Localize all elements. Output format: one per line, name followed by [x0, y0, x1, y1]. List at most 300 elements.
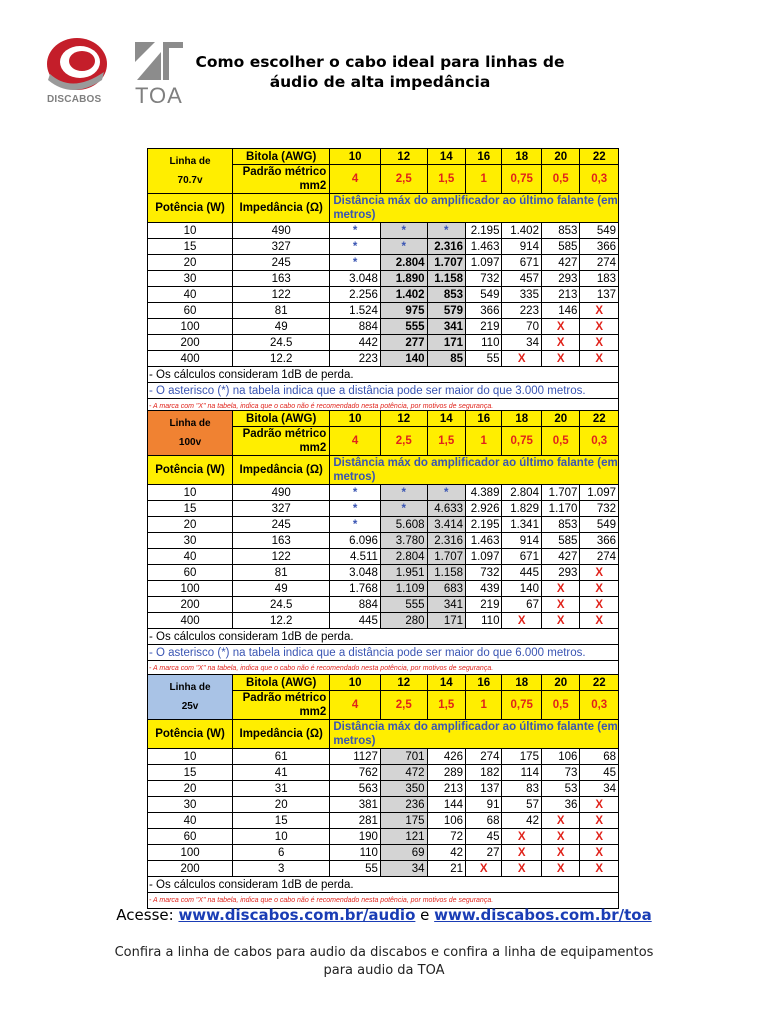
distance-cell: 121: [380, 829, 427, 845]
distance-cell: 914: [502, 533, 542, 549]
distance-cell: 549: [466, 287, 502, 303]
power-cell: 40: [148, 549, 233, 565]
distance-cell: 1.463: [466, 533, 502, 549]
impedance-cell: 163: [233, 533, 330, 549]
bitola-label: Bitola (AWG): [233, 149, 330, 165]
distance-cell: 457: [502, 271, 542, 287]
bitola-label: Bitola (AWG): [233, 411, 330, 427]
line-label: Linha de: [169, 418, 211, 429]
distance-cell: 350: [380, 781, 427, 797]
distance-cell: 1.890: [380, 271, 427, 287]
distance-cell: X: [580, 319, 619, 335]
distance-cell: 732: [580, 501, 619, 517]
distance-cell: 1.097: [580, 485, 619, 501]
impedance-cell: 24.5: [233, 597, 330, 613]
impedance-cell: 490: [233, 223, 330, 239]
distance-cell: X: [541, 335, 579, 351]
mm2-value: 1: [466, 165, 502, 194]
power-cell: 60: [148, 303, 233, 319]
distance-cell: 1127: [330, 749, 381, 765]
distancia-header: Distância máx do amplificador ao último falante (em metros): [330, 194, 619, 223]
distance-cell: 341: [427, 597, 465, 613]
padrao-metrico-label: [233, 427, 330, 456]
mm2-value: 0,75: [502, 427, 542, 456]
table-row: [148, 319, 619, 335]
power-cell: 60: [148, 829, 233, 845]
distance-cell: 53: [541, 781, 579, 797]
table-row: [148, 533, 619, 549]
cable-table-2: [147, 410, 619, 677]
line-voltage: 100v: [178, 437, 202, 448]
distance-cell: 236: [380, 797, 427, 813]
distance-cell: X: [502, 829, 542, 845]
table-row: [148, 813, 619, 829]
potencia-header: Potência (W): [148, 194, 233, 223]
power-cell: 30: [148, 797, 233, 813]
mm2-value: 0,75: [502, 165, 542, 194]
distance-cell: 1.158: [427, 271, 465, 287]
distance-cell: 114: [502, 765, 542, 781]
impedance-cell: 122: [233, 287, 330, 303]
potencia-header: Potência (W): [148, 720, 233, 749]
distance-cell: 445: [330, 613, 381, 629]
table-row: [148, 351, 619, 367]
distance-cell: 701: [380, 749, 427, 765]
distance-cell: 2.316: [427, 239, 465, 255]
distance-cell: X: [580, 829, 619, 845]
table-row: [148, 749, 619, 765]
awg-value: 10: [330, 149, 381, 165]
distance-cell: X: [541, 351, 579, 367]
table-row: [148, 613, 619, 629]
impedance-cell: 49: [233, 319, 330, 335]
distance-cell: 1.097: [466, 255, 502, 271]
table-row: [148, 549, 619, 565]
mm2-value: 1: [466, 691, 502, 720]
distance-cell: 21: [427, 861, 465, 877]
impedance-cell: 31: [233, 781, 330, 797]
distance-cell: 381: [330, 797, 381, 813]
impedance-cell: 81: [233, 565, 330, 581]
distance-cell: 442: [330, 335, 381, 351]
distance-cell: 280: [380, 613, 427, 629]
distance-cell: 3.048: [330, 271, 381, 287]
distance-cell: 34: [502, 335, 542, 351]
distance-cell: 2.804: [380, 255, 427, 271]
power-cell: 100: [148, 845, 233, 861]
potencia-header: Potência (W): [148, 456, 233, 485]
impedance-cell: 49: [233, 581, 330, 597]
toa-logo-text: TOA: [135, 83, 183, 108]
distance-cell: 732: [466, 565, 502, 581]
distance-cell: 427: [541, 255, 579, 271]
distance-cell: 106: [427, 813, 465, 829]
distance-cell: X: [580, 303, 619, 319]
power-cell: 400: [148, 613, 233, 629]
distance-cell: 293: [541, 565, 579, 581]
impedance-cell: 490: [233, 485, 330, 501]
line-label: Linha de: [169, 156, 211, 167]
distance-cell: 57: [502, 797, 542, 813]
distancia-header: Distância máx do amplificador ao último falante (em metros): [330, 456, 619, 485]
distance-cell: 55: [330, 861, 381, 877]
distance-cell: X: [580, 797, 619, 813]
mm2-value: 2,5: [380, 691, 427, 720]
line-voltage: 70.7v: [177, 175, 203, 186]
distance-cell: 426: [427, 749, 465, 765]
distance-cell: 4.389: [466, 485, 502, 501]
impedance-cell: 81: [233, 303, 330, 319]
title-line-2: áudio de alta impedância: [269, 73, 491, 91]
power-cell: 40: [148, 287, 233, 303]
impedancia-header: Impedância (Ω): [233, 720, 330, 749]
power-cell: 10: [148, 485, 233, 501]
cable-table-1: [147, 148, 619, 415]
distance-cell: 579: [427, 303, 465, 319]
distance-cell: 190: [330, 829, 381, 845]
table-row: [148, 517, 619, 533]
access-line: [0, 906, 768, 924]
distance-cell: 45: [466, 829, 502, 845]
table-row: [148, 239, 619, 255]
distance-cell: 175: [502, 749, 542, 765]
impedance-cell: 6: [233, 845, 330, 861]
awg-value: 20: [541, 411, 579, 427]
table-note: - Os cálculos consideram 1dB de perda.: [148, 877, 619, 893]
table-row: [148, 485, 619, 501]
distance-cell: 171: [427, 613, 465, 629]
distance-cell: 137: [466, 781, 502, 797]
distance-cell: *: [330, 239, 381, 255]
distance-cell: 1.524: [330, 303, 381, 319]
distance-cell: 884: [330, 597, 381, 613]
distance-cell: 3.414: [427, 517, 465, 533]
distance-cell: 853: [427, 287, 465, 303]
awg-value: 16: [466, 411, 502, 427]
distance-cell: 223: [330, 351, 381, 367]
distance-cell: 366: [466, 303, 502, 319]
distance-cell: X: [541, 597, 579, 613]
table-note: - O asterisco (*) na tabela indica que a distância pode ser maior do que 3.000 metros.: [148, 383, 619, 399]
distance-cell: X: [541, 861, 579, 877]
distance-cell: 853: [541, 517, 579, 533]
distance-cell: 27: [466, 845, 502, 861]
power-cell: 10: [148, 223, 233, 239]
distance-cell: *: [330, 223, 381, 239]
distance-cell: 42: [502, 813, 542, 829]
distance-cell: *: [427, 223, 465, 239]
table-note: - A marca com "X" na tabela, indica que o cabo não é recomendado nesta potência, por motivos de segurança.: [148, 661, 619, 677]
distance-cell: *: [330, 255, 381, 271]
padrao-metrico-label: [233, 165, 330, 194]
distance-cell: 106: [541, 749, 579, 765]
distance-cell: 213: [427, 781, 465, 797]
impedance-cell: 122: [233, 549, 330, 565]
distance-cell: *: [330, 485, 381, 501]
distance-cell: 2.316: [427, 533, 465, 549]
impedancia-header: Impedância (Ω): [233, 456, 330, 485]
distance-cell: *: [330, 517, 381, 533]
mm2-value: 4: [330, 427, 381, 456]
awg-value: 18: [502, 149, 542, 165]
distance-cell: 4.633: [427, 501, 465, 517]
power-cell: 400: [148, 351, 233, 367]
distance-cell: X: [502, 613, 542, 629]
mm2-value: 1,5: [427, 691, 465, 720]
distance-cell: 219: [466, 597, 502, 613]
line-label: Linha de: [169, 682, 211, 693]
mm2-value: 1,5: [427, 165, 465, 194]
distance-cell: 85: [427, 351, 465, 367]
impedance-cell: 327: [233, 239, 330, 255]
table-row: [148, 335, 619, 351]
distance-cell: 1.158: [427, 565, 465, 581]
distance-cell: X: [502, 845, 542, 861]
power-cell: 20: [148, 517, 233, 533]
line-voltage: 25v: [181, 701, 199, 712]
distance-cell: 42: [427, 845, 465, 861]
impedance-cell: 163: [233, 271, 330, 287]
distance-cell: X: [580, 813, 619, 829]
power-cell: 200: [148, 597, 233, 613]
page-title: [190, 52, 570, 92]
mm2-value: 0,5: [541, 165, 579, 194]
distance-cell: X: [541, 813, 579, 829]
awg-value: 12: [380, 149, 427, 165]
awg-value: 14: [427, 149, 465, 165]
table-note: - Os cálculos consideram 1dB de perda.: [148, 629, 619, 645]
distance-cell: 2.804: [502, 485, 542, 501]
distance-cell: *: [427, 485, 465, 501]
distance-cell: 68: [466, 813, 502, 829]
footer-line-1: Confira a linha de cabos para audio da discabos e confira a linha de equipamentos: [114, 945, 654, 960]
distance-cell: 1.402: [502, 223, 542, 239]
distance-cell: 585: [541, 239, 579, 255]
distance-cell: 1.707: [427, 549, 465, 565]
distance-cell: 1.463: [466, 239, 502, 255]
distance-cell: 3.048: [330, 565, 381, 581]
awg-value: 12: [380, 675, 427, 691]
distance-cell: 171: [427, 335, 465, 351]
distance-cell: 68: [580, 749, 619, 765]
distance-cell: X: [580, 613, 619, 629]
impedance-cell: 41: [233, 765, 330, 781]
link-discabos-audio[interactable]: www.discabos.com.br/audio: [178, 906, 416, 924]
distance-cell: 277: [380, 335, 427, 351]
impedance-cell: 24.5: [233, 335, 330, 351]
distance-cell: 366: [580, 533, 619, 549]
impedance-cell: 20: [233, 797, 330, 813]
distance-cell: 914: [502, 239, 542, 255]
mm2-value: 0,3: [580, 427, 619, 456]
access-conj: e: [415, 906, 435, 924]
impedance-cell: 10: [233, 829, 330, 845]
distance-cell: *: [380, 501, 427, 517]
discabos-logo-text: DISCABOS: [47, 94, 102, 105]
link-discabos-toa[interactable]: www.discabos.com.br/toa: [434, 906, 652, 924]
table-note: - Os cálculos consideram 1dB de perda.: [148, 367, 619, 383]
toa-logo: [133, 40, 185, 84]
distance-cell: 34: [580, 781, 619, 797]
mm2-value: 2,5: [380, 427, 427, 456]
padrao-text: Padrão métrico: [242, 166, 327, 178]
awg-value: 14: [427, 675, 465, 691]
mm2-value: 0,3: [580, 691, 619, 720]
distance-cell: 45: [580, 765, 619, 781]
awg-value: 12: [380, 411, 427, 427]
awg-value: 10: [330, 675, 381, 691]
distance-cell: 549: [580, 223, 619, 239]
table-row: [148, 287, 619, 303]
awg-value: 22: [580, 149, 619, 165]
mm2-value: 2,5: [380, 165, 427, 194]
distance-cell: X: [502, 861, 542, 877]
distance-cell: 4.511: [330, 549, 381, 565]
distance-cell: 34: [380, 861, 427, 877]
impedance-cell: 327: [233, 501, 330, 517]
table-row: [148, 501, 619, 517]
distance-cell: X: [541, 829, 579, 845]
distance-cell: 36: [541, 797, 579, 813]
distance-cell: 144: [427, 797, 465, 813]
awg-value: 16: [466, 149, 502, 165]
table-row: [148, 845, 619, 861]
impedance-cell: 12.2: [233, 351, 330, 367]
distance-cell: 549: [580, 517, 619, 533]
distance-cell: X: [580, 581, 619, 597]
impedance-cell: 3: [233, 861, 330, 877]
distance-cell: 83: [502, 781, 542, 797]
awg-value: 18: [502, 675, 542, 691]
distance-cell: X: [580, 335, 619, 351]
distance-cell: X: [580, 861, 619, 877]
distance-cell: 683: [427, 581, 465, 597]
line-voltage-label: [148, 675, 233, 720]
distance-cell: X: [541, 845, 579, 861]
power-cell: 30: [148, 533, 233, 549]
power-cell: 100: [148, 319, 233, 335]
table-row: [148, 223, 619, 239]
awg-value: 22: [580, 675, 619, 691]
distance-cell: 2.256: [330, 287, 381, 303]
table-row: [148, 597, 619, 613]
mm2-value: 4: [330, 691, 381, 720]
mm2-unit: mm2: [299, 706, 327, 718]
distance-cell: 137: [580, 287, 619, 303]
distance-cell: 55: [466, 351, 502, 367]
distance-cell: 140: [380, 351, 427, 367]
distance-cell: X: [541, 319, 579, 335]
awg-value: 22: [580, 411, 619, 427]
distance-cell: 1.109: [380, 581, 427, 597]
distance-cell: 427: [541, 549, 579, 565]
distance-cell: 67: [502, 597, 542, 613]
distance-cell: 671: [502, 255, 542, 271]
mm2-value: 1,5: [427, 427, 465, 456]
power-cell: 10: [148, 749, 233, 765]
distance-cell: 1.707: [427, 255, 465, 271]
power-cell: 20: [148, 781, 233, 797]
table-row: [148, 765, 619, 781]
power-cell: 200: [148, 861, 233, 877]
power-cell: 40: [148, 813, 233, 829]
distance-cell: 2.926: [466, 501, 502, 517]
distance-cell: 732: [466, 271, 502, 287]
table-row: [148, 303, 619, 319]
mm2-value: 0,75: [502, 691, 542, 720]
distance-cell: 183: [580, 271, 619, 287]
distance-cell: X: [580, 565, 619, 581]
distance-cell: 274: [580, 255, 619, 271]
power-cell: 30: [148, 271, 233, 287]
distance-cell: 91: [466, 797, 502, 813]
table-note: - A marca com "X" na tabela, indica que o cabo não é recomendado nesta potência, por motivos de segurança.: [148, 893, 619, 909]
distance-cell: X: [541, 613, 579, 629]
distance-cell: 274: [580, 549, 619, 565]
distance-cell: 1.768: [330, 581, 381, 597]
table-row: [148, 271, 619, 287]
distance-cell: 289: [427, 765, 465, 781]
distance-cell: 6.096: [330, 533, 381, 549]
impedance-cell: 245: [233, 255, 330, 271]
distance-cell: 2.195: [466, 517, 502, 533]
distance-cell: *: [380, 485, 427, 501]
distance-cell: 182: [466, 765, 502, 781]
access-prefix: Acesse:: [116, 906, 179, 924]
distance-cell: 472: [380, 765, 427, 781]
table-note: - O asterisco (*) na tabela indica que a distância pode ser maior do que 6.000 metros.: [148, 645, 619, 661]
distance-cell: 2.804: [380, 549, 427, 565]
distance-cell: 2.195: [466, 223, 502, 239]
distance-cell: 1.170: [541, 501, 579, 517]
line-voltage-label: [148, 149, 233, 194]
power-cell: 15: [148, 501, 233, 517]
distance-cell: 335: [502, 287, 542, 303]
footer-text: [90, 944, 678, 980]
distance-cell: 146: [541, 303, 579, 319]
table-row: [148, 797, 619, 813]
awg-value: 18: [502, 411, 542, 427]
distance-cell: 1.951: [380, 565, 427, 581]
table-row: [148, 829, 619, 845]
distance-cell: 5.608: [380, 517, 427, 533]
impedance-cell: 245: [233, 517, 330, 533]
distance-cell: 1.829: [502, 501, 542, 517]
distance-cell: 1.097: [466, 549, 502, 565]
distance-cell: 366: [580, 239, 619, 255]
padrao-text: Padrão métrico: [242, 428, 327, 440]
distancia-header: Distância máx do amplificador ao último falante (em metros): [330, 720, 619, 749]
table-row: [148, 255, 619, 271]
distance-cell: *: [330, 501, 381, 517]
line-voltage-label: [148, 411, 233, 456]
padrao-text: Padrão métrico: [242, 692, 327, 704]
impedance-cell: 61: [233, 749, 330, 765]
table-row: [148, 781, 619, 797]
distance-cell: 175: [380, 813, 427, 829]
distance-cell: 293: [541, 271, 579, 287]
mm2-unit: mm2: [299, 180, 327, 192]
power-cell: 20: [148, 255, 233, 271]
distance-cell: 563: [330, 781, 381, 797]
distance-cell: 439: [466, 581, 502, 597]
distance-cell: 884: [330, 319, 381, 335]
table-row: [148, 861, 619, 877]
footer-line-2: para audio da TOA: [323, 963, 445, 978]
distance-cell: X: [580, 845, 619, 861]
distance-cell: 110: [466, 335, 502, 351]
distance-cell: 281: [330, 813, 381, 829]
